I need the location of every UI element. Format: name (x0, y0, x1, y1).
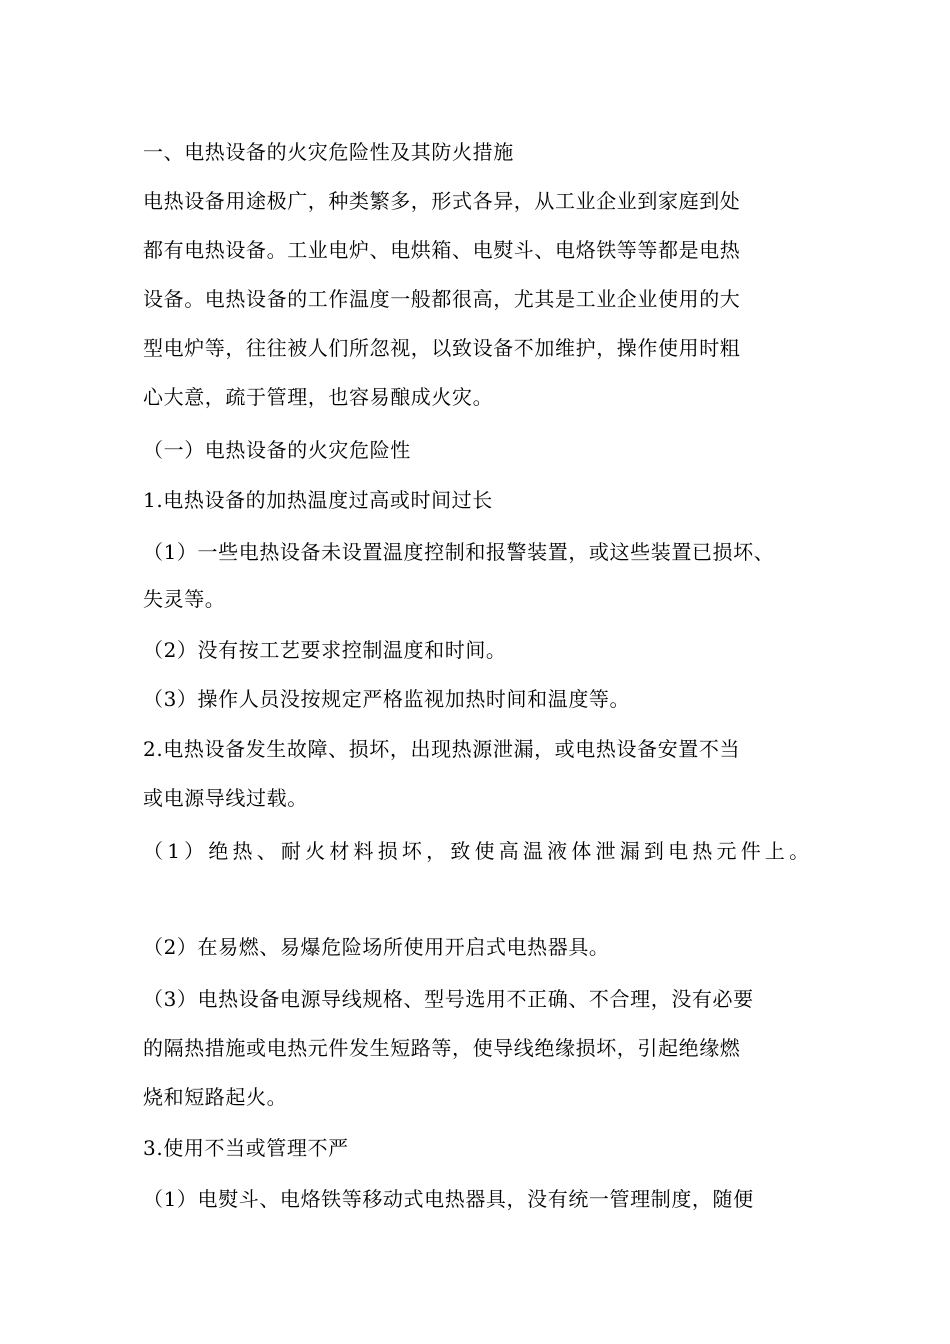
item-2-sub-2: （2）在易燃、易爆危险场所使用开启式电热器具。 (143, 935, 610, 959)
intro-line-5: 心大意，疏于管理，也容易酿成火灾。 (143, 385, 494, 409)
item-1-sub-1-line-1: （1）一些电热设备未设置温度控制和报警装置，或这些装置已损坏、 (143, 540, 775, 564)
item-1-sub-2: （2）没有按工艺要求控制温度和时间。 (143, 638, 507, 662)
intro-line-1: 电热设备用途极广，种类繁多，形式各异，从工业企业到家庭到处 (143, 189, 741, 213)
item-3-title: 3.使用不当或管理不严 (143, 1136, 349, 1160)
item-2-sub-3-line-1: （3）电热设备电源导线规格、型号选用不正确、不合理，没有必要 (143, 987, 754, 1011)
item-2-title-line-1: 2.电热设备发生故障、损坏，出现热源泄漏，或电热设备安置不当 (143, 737, 741, 761)
item-2-title-line-2: 或电源导线过载。 (143, 786, 308, 810)
item-1-sub-3: （3）操作人员没按规定严格监视加热时间和温度等。 (143, 687, 631, 711)
subsection-title: （一）电热设备的火灾危险性 (143, 438, 411, 462)
item-3-sub-1: （1）电熨斗、电烙铁等移动式电热器具，没有统一管理制度，随便 (143, 1187, 754, 1211)
item-1-title: 1.电热设备的加热温度过高或时间过长 (143, 488, 493, 512)
section-heading: 一、电热设备的火灾危险性及其防火措施 (143, 140, 514, 164)
item-2-sub-3-line-2: 的隔热措施或电热元件发生短路等，使导线绝缘损坏，引起绝缘燃 (143, 1036, 741, 1060)
item-2-sub-3-line-3: 烧和短路起火。 (143, 1085, 288, 1109)
item-2-sub-1: （1）绝热、耐火材料损坏，致使高温液体泄漏到电热元件上。 (143, 839, 814, 863)
intro-line-4: 型电炉等，往往被人们所忽视，以致设备不加维护，操作使用时粗 (143, 336, 741, 360)
intro-line-2: 都有电热设备。工业电炉、电烘箱、电熨斗、电烙铁等等都是电热 (143, 238, 741, 262)
item-1-sub-1-line-2: 失灵等。 (143, 587, 226, 611)
intro-line-3: 设备。电热设备的工作温度一般都很高，尤其是工业企业使用的大 (143, 287, 741, 311)
